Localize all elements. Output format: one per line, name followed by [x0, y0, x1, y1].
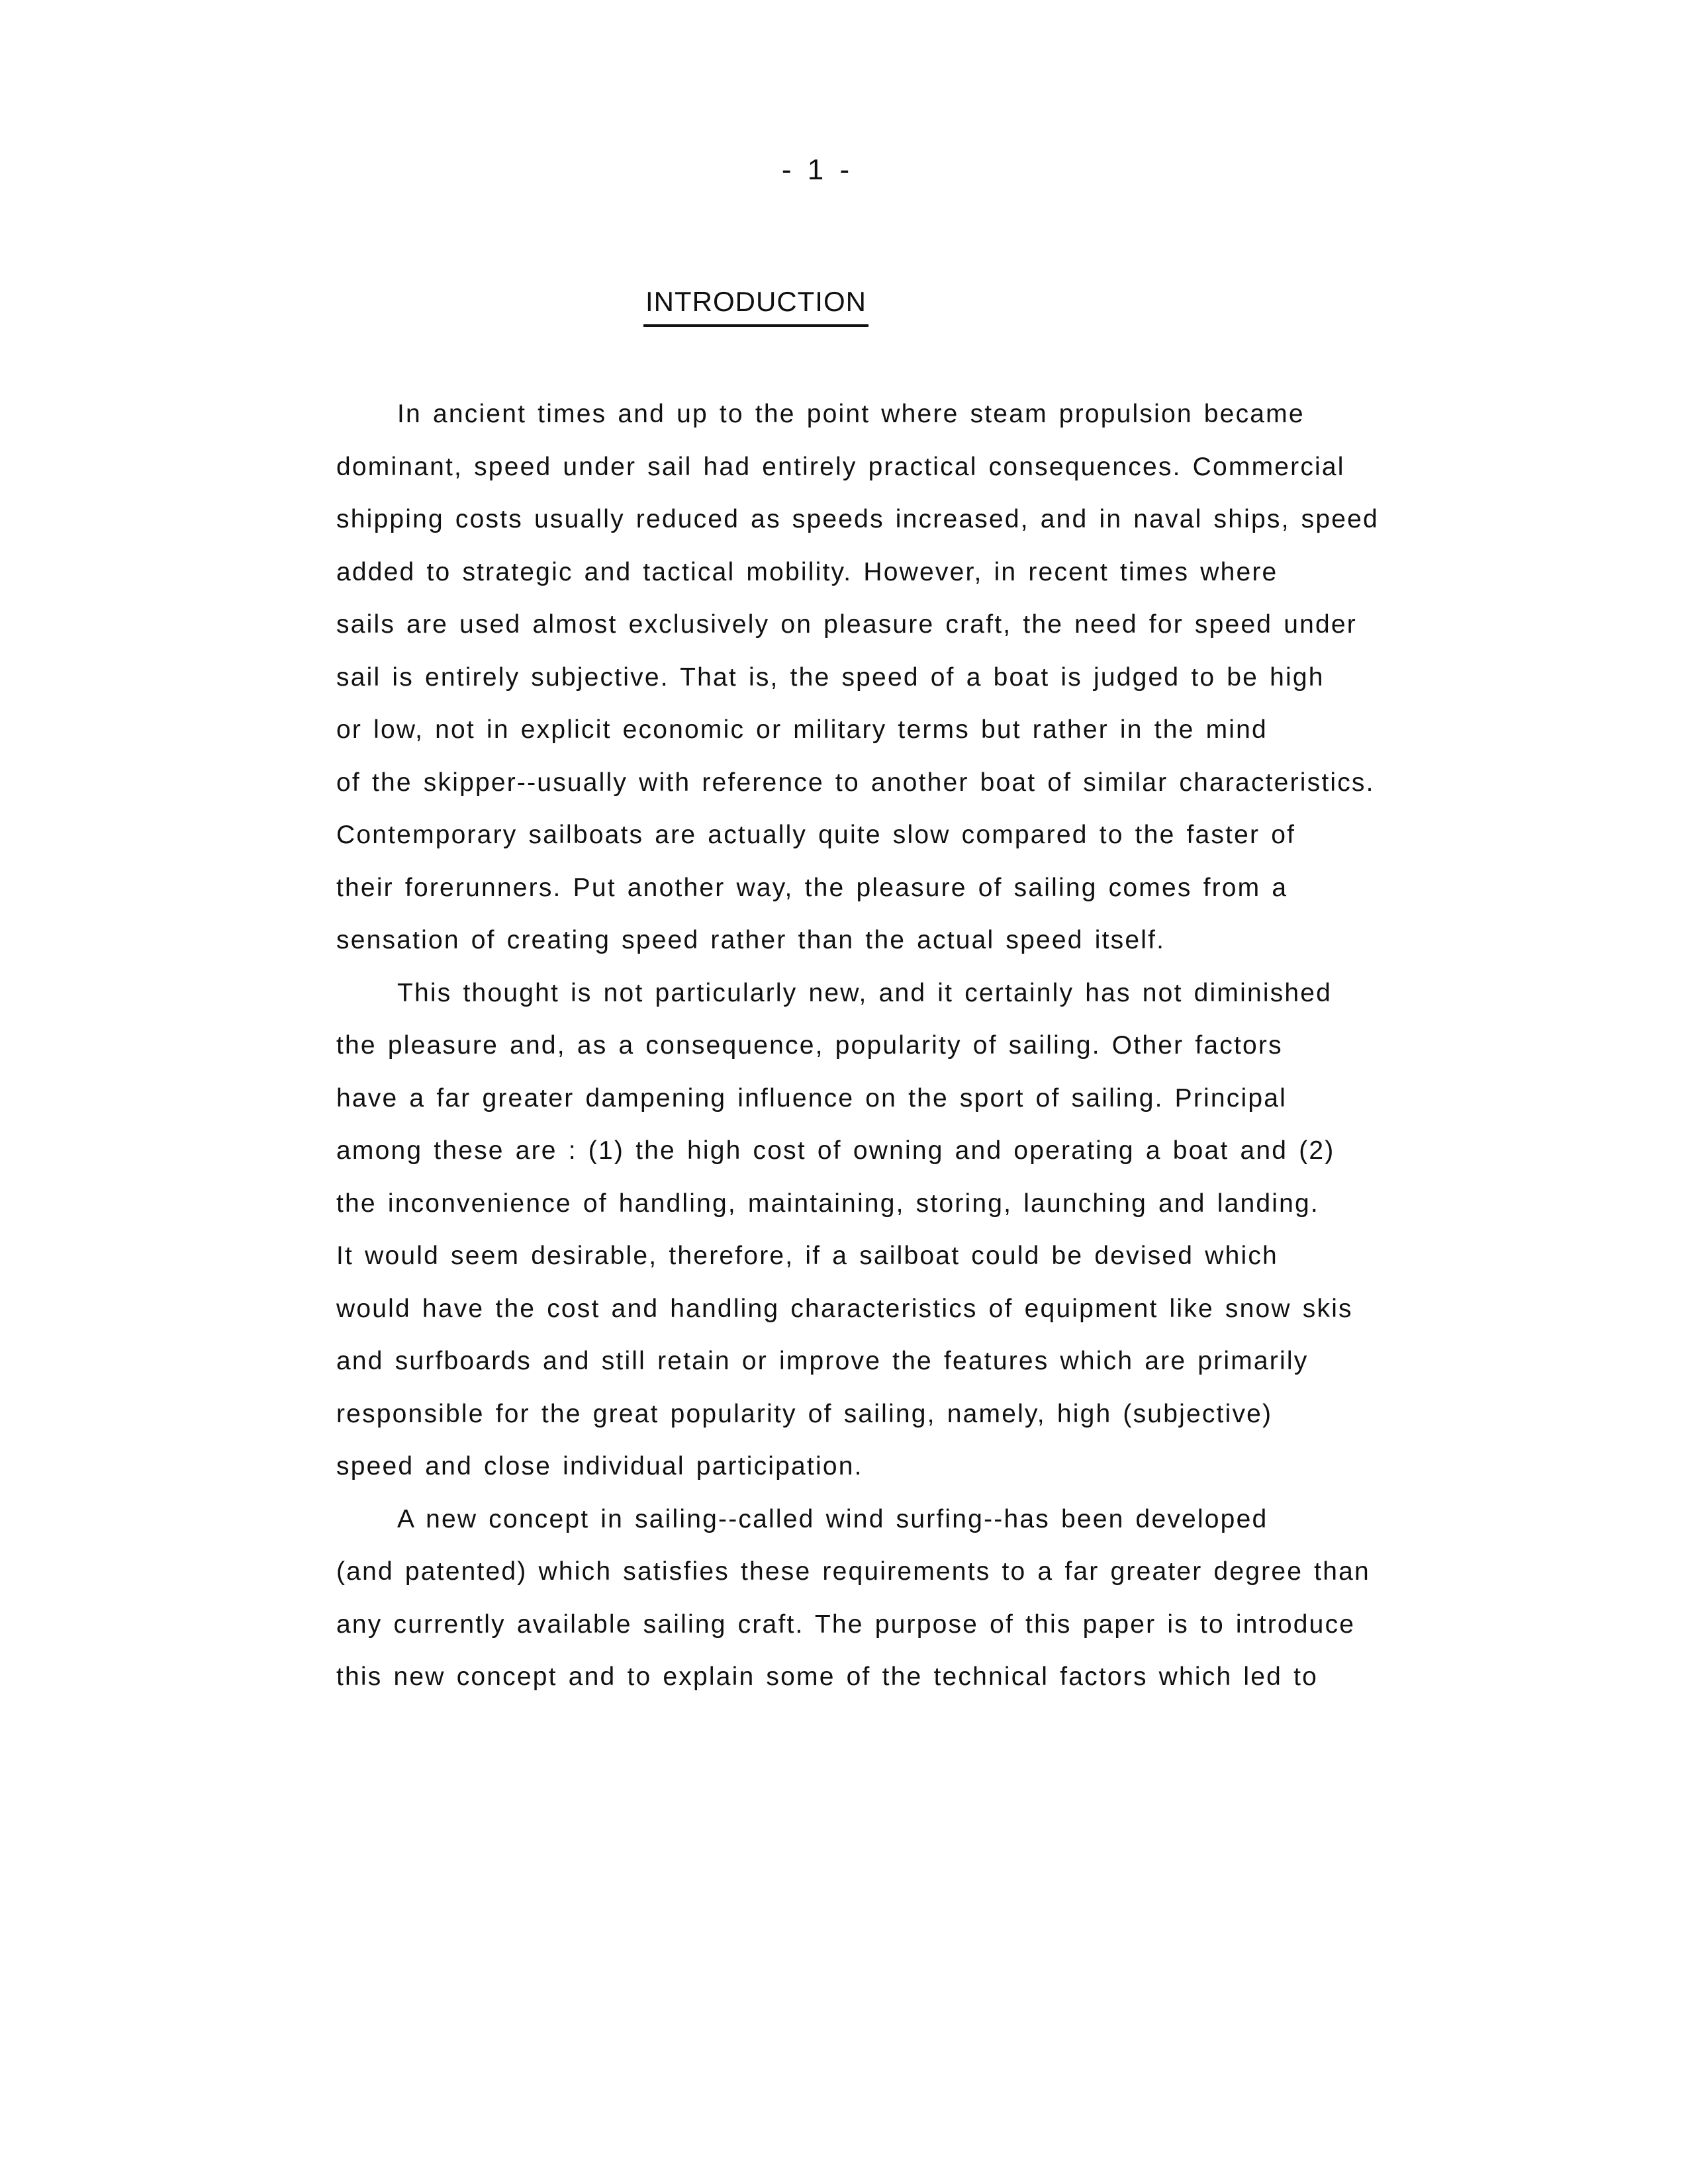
- text-line: the pleasure and, as a consequence, popularity of sailing. Other factors: [336, 1031, 1283, 1060]
- text-line: sails are used almost exclusively on pleasure craft, the need for speed under: [336, 610, 1357, 639]
- text-line: among these are : (1) the high cost of owning and operating a boat and (2): [336, 1136, 1335, 1165]
- paragraph-1: [336, 388, 1422, 967]
- body-text: [336, 388, 1422, 1704]
- text-line: sensation of creating speed rather than the actual speed itself.: [336, 926, 1166, 954]
- text-line: dominant, speed under sail had entirely practical consequences. Commercial: [336, 452, 1345, 481]
- text-line: In ancient times and up to the point where steam propulsion became: [397, 400, 1305, 428]
- text-line: would have the cost and handling characteristics of equipment like snow skis: [336, 1294, 1353, 1323]
- paragraph-2: [336, 967, 1422, 1493]
- page-number: - 1 -: [781, 154, 854, 186]
- text-line: Contemporary sailboats are actually quite slow compared to the faster of: [336, 821, 1296, 849]
- text-line: responsible for the great popularity of sailing, namely, high (subjective): [336, 1399, 1273, 1428]
- text-line: have a far greater dampening influence on the sport of sailing. Principal: [336, 1083, 1288, 1113]
- text-line: This thought is not particularly new, and it certainly has not diminished: [397, 978, 1333, 1007]
- text-line: added to strategic and tactical mobility. However, in recent times where: [336, 557, 1278, 586]
- text-line: their forerunners. Put another way, the pleasure of sailing comes from a: [336, 873, 1288, 902]
- paragraph-3: [336, 1493, 1422, 1704]
- text-line: of the skipper--usually with reference to another boat of similar characteristics.: [336, 768, 1375, 797]
- text-line: A new concept in sailing--called wind surfing--has been developed: [397, 1504, 1268, 1533]
- text-line: or low, not in explicit economic or military terms but rather in the mind: [336, 715, 1268, 744]
- text-line: speed and close individual participation.: [336, 1452, 863, 1480]
- text-line: sail is entirely subjective. That is, the speed of a boat is judged to be high: [336, 662, 1325, 692]
- text-line: It would seem desirable, therefore, if a sailboat could be devised which: [336, 1242, 1278, 1270]
- text-line: this new concept and to explain some of the technical factors which led to: [336, 1662, 1319, 1691]
- text-line: any currently available sailing craft. The purpose of this paper is to introduce: [336, 1610, 1356, 1639]
- text-line: (and patented) which satisfies these requirements to a far greater degree than: [336, 1557, 1370, 1586]
- text-line: and surfboards and still retain or improve the features which are primarily: [336, 1347, 1309, 1375]
- section-title: INTRODUCTION: [643, 286, 868, 327]
- text-line: the inconvenience of handling, maintaining, storing, launching and landing.: [336, 1189, 1319, 1218]
- text-line: shipping costs usually reduced as speeds increased, and in naval ships, speed: [336, 505, 1379, 533]
